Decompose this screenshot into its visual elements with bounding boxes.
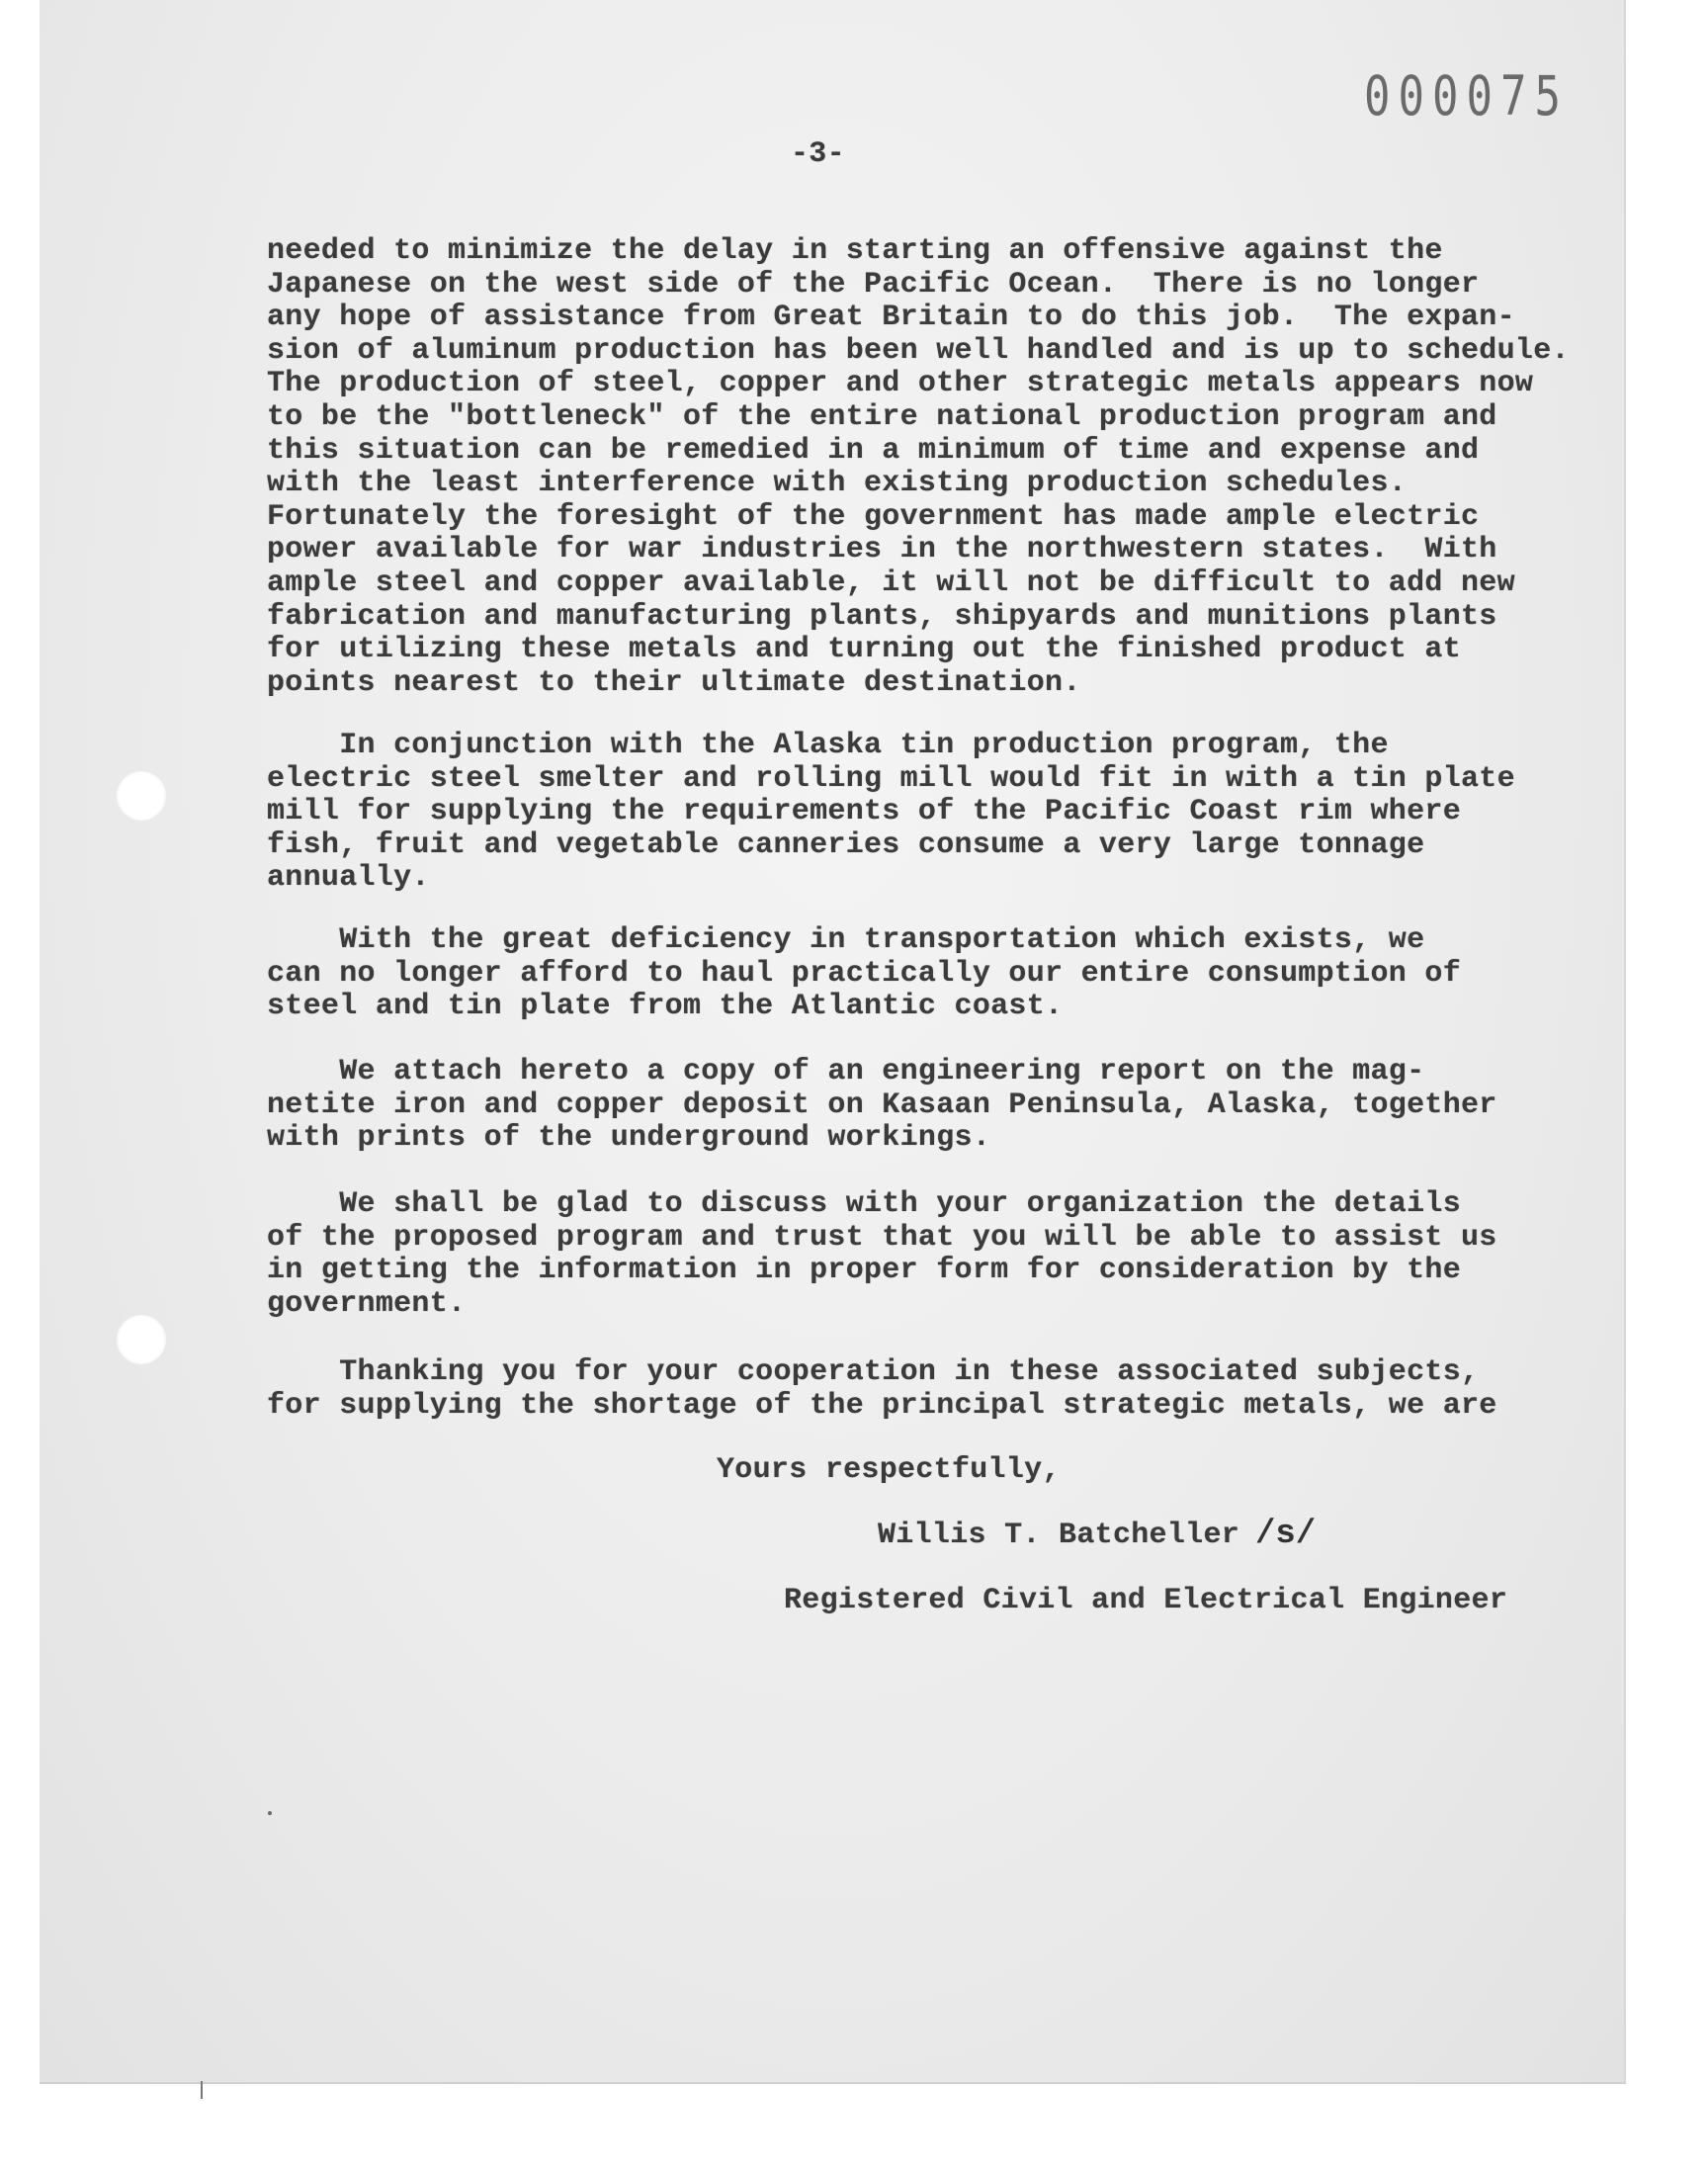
signer-name: Willis T. Batcheller [878, 1519, 1240, 1552]
edge-tick-mark [201, 2081, 203, 2099]
paragraph-4: We attach hereto a copy of an engineering report on the mag- netite iron and copper deposit on Kasaan Peninsula, Alaska, together with prints of the underground workings. [267, 1055, 1497, 1156]
document-stamp-number: 000075 [1364, 65, 1569, 129]
signature-mark: /s/ [1255, 1516, 1317, 1553]
closing-salutation: Yours respectfully, [717, 1453, 1061, 1487]
punch-hole-bottom [117, 1315, 166, 1364]
paragraph-3: With the great deficiency in transportation which exists, we can no longer afford to haul practically our entire consumption of steel and tin plate from the Atlantic coast. [267, 923, 1461, 1024]
stray-mark [268, 1811, 272, 1815]
paragraph-2: In conjunction with the Alaska tin production program, the electric steel smelter and rolling mill would fit in with a tin plate mill for supplying the requirements of the Pacific Coast rim where fish, fruit and vegetable canneries consume a very large tonnage annually. [267, 729, 1515, 896]
signer-title: Registered Civil and Electrical Engineer [784, 1584, 1508, 1617]
punch-hole-top [117, 771, 166, 821]
paragraph-5: We shall be glad to discuss with your organization the details of the proposed program and trust that you will be able to assist in getting the information in proper form for consideration by the government. [267, 1187, 1461, 1321]
paragraph-1: needed to minimize the delay in starting an offensive against the Japanese on the west side of the Pacific Ocean. There is no longer any hope of assistance from Great Britain to do this job. The expan- sion of aluminum production has been well handled and is up to The production of steel, copper and other strategic metals appears to be the "bottleneck" of the entire national production program and this situation can be remedied in a minimum of time and expense and with the least interference with existing production schedules. Fortunately the foresight of the government has made ample electric power available for war industries in the northwestern states. With ample steel and copper available, it will not be difficult to add fabrication and manufacturing plants, shipyards and munitions plants for utilizing these metals and turning out the finished product at points nearest to their ultimate destination. [267, 234, 1515, 700]
page-number: -3- [791, 137, 845, 171]
paragraph-6: Thanking you for your cooperation in these associated subjects, for supplying the shortage of the principal strategic metals, we are [267, 1355, 1497, 1423]
